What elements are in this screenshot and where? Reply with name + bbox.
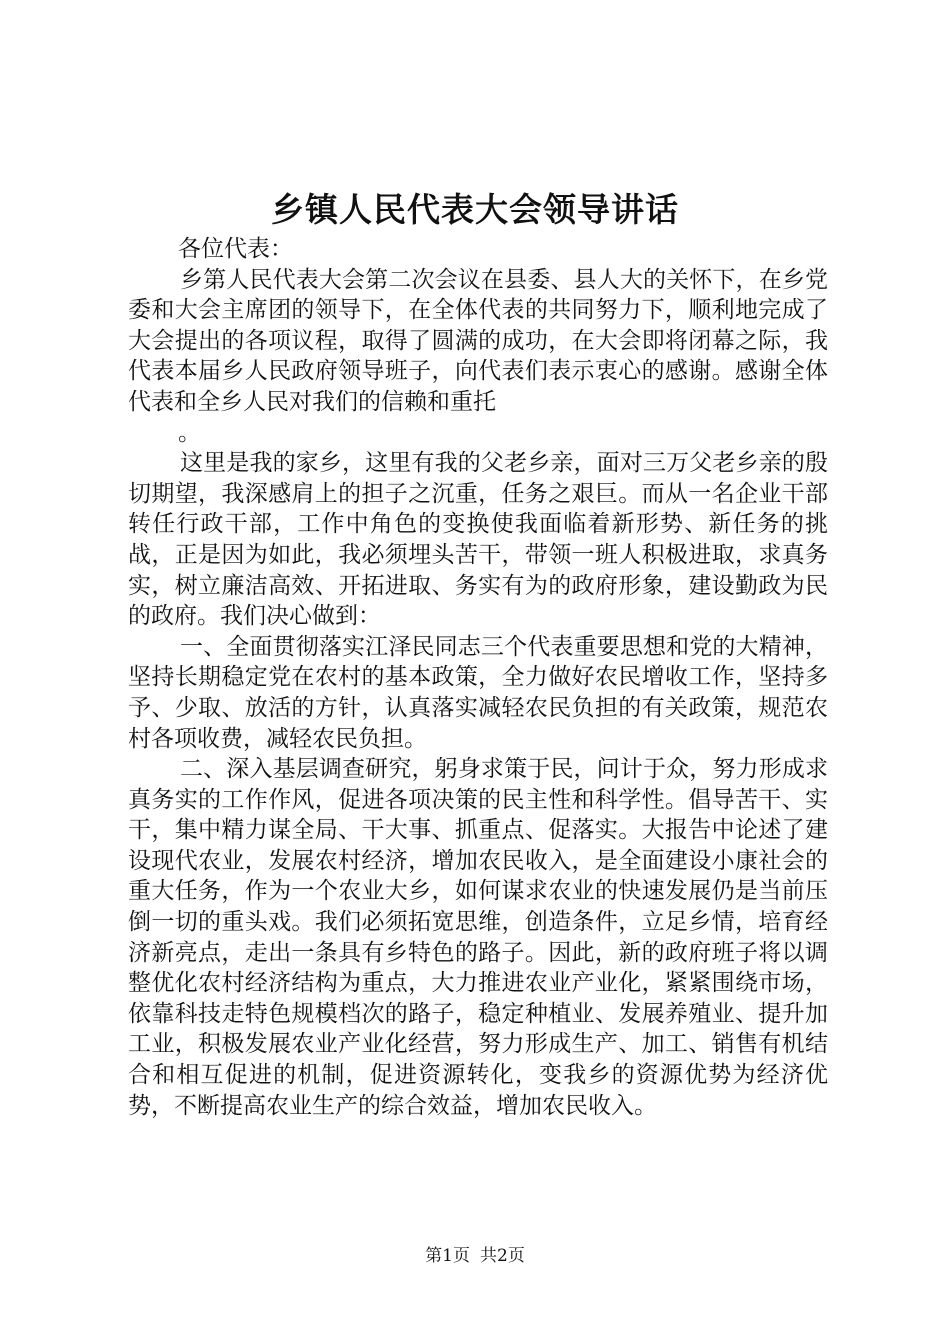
page-number: 第1页	[425, 1246, 470, 1266]
paragraph-punctuation: 。	[178, 419, 201, 446]
document-title: 乡镇人民代表大会领导讲话	[271, 190, 679, 229]
paragraph-opening: 乡第人民代表大会第二次会议在县委、县人大的关怀下，在乡党委和大会主席团的领导下，在全体代表的共同努力下，顺利地完成了大会提出的各项议程，取得了圆满的成功，在大会即将闭幕之际，我代表本届乡人民政府领导班子，向代表们表示衷心的感谢。感谢全体代表和全乡人民对我们的信赖和重托	[128, 266, 828, 415]
paragraph-hometown: 这里是我的家乡，这里有我的父老乡亲，面对三万父老乡亲的殷切期望，我深感肩上的担子之沉重，任务之艰巨。而从一名企业干部转任行政干部，工作中角色的变换使我面临着新形势、新任务的挑战，正是因为如此，我必须埋头苦干，带领一班人积极进取，求真务实，树立廉洁高效、开拓进取、务实有为的政府形象，建设勤政为民的政府。我们决心做到：	[128, 450, 828, 630]
page-footer	[0, 1244, 950, 1268]
page-total: 共2页	[480, 1246, 525, 1266]
paragraph-point-one: 一、全面贯彻落实江泽民同志三个代表重要思想和党的大精神，坚持长期稳定党在农村的基本政策，全力做好农民增收工作，坚持多予、少取、放活的方针，认真落实减轻农民负担的有关政策，规范农村各项收费，减轻农民负担。	[128, 633, 828, 752]
paragraph-point-two: 二、深入基层调查研究，躬身求策于民，问计于众，努力形成求真务实的工作作风，促进各项决策的民主性和科学性。倡导苦干、实干，集中精力谋全局、干大事、抓重点、促落实。大报告中论述了建设现代农业，发展农村经济，增加农民收入，是全面建设小康社会的重大任务，作为一个农业大乡，如何谋求农业的快速发展仍是当前压倒一切的重头戏。我们必须拓宽思维，创造条件，立足乡情，培育经济新亮点，走出一条具有乡特色的路子。因此，新的政府班子将以调整优化农村经济结构为重点，大力推进农业产业化，紧紧围绕市场，依靠科技走特色规模档次的路子，稳定种植业、发展养殖业、提升加工业，积极发展农业产业化经营，努力形成生产、加工、销售有机结合和相互促进的机制，促进资源转化，变我乡的资源优势为经济优势，不断提高农业生产的综合效益，增加农民收入。	[128, 756, 828, 1119]
salutation: 各位代表：	[178, 236, 293, 262]
document-body	[128, 234, 828, 1121]
